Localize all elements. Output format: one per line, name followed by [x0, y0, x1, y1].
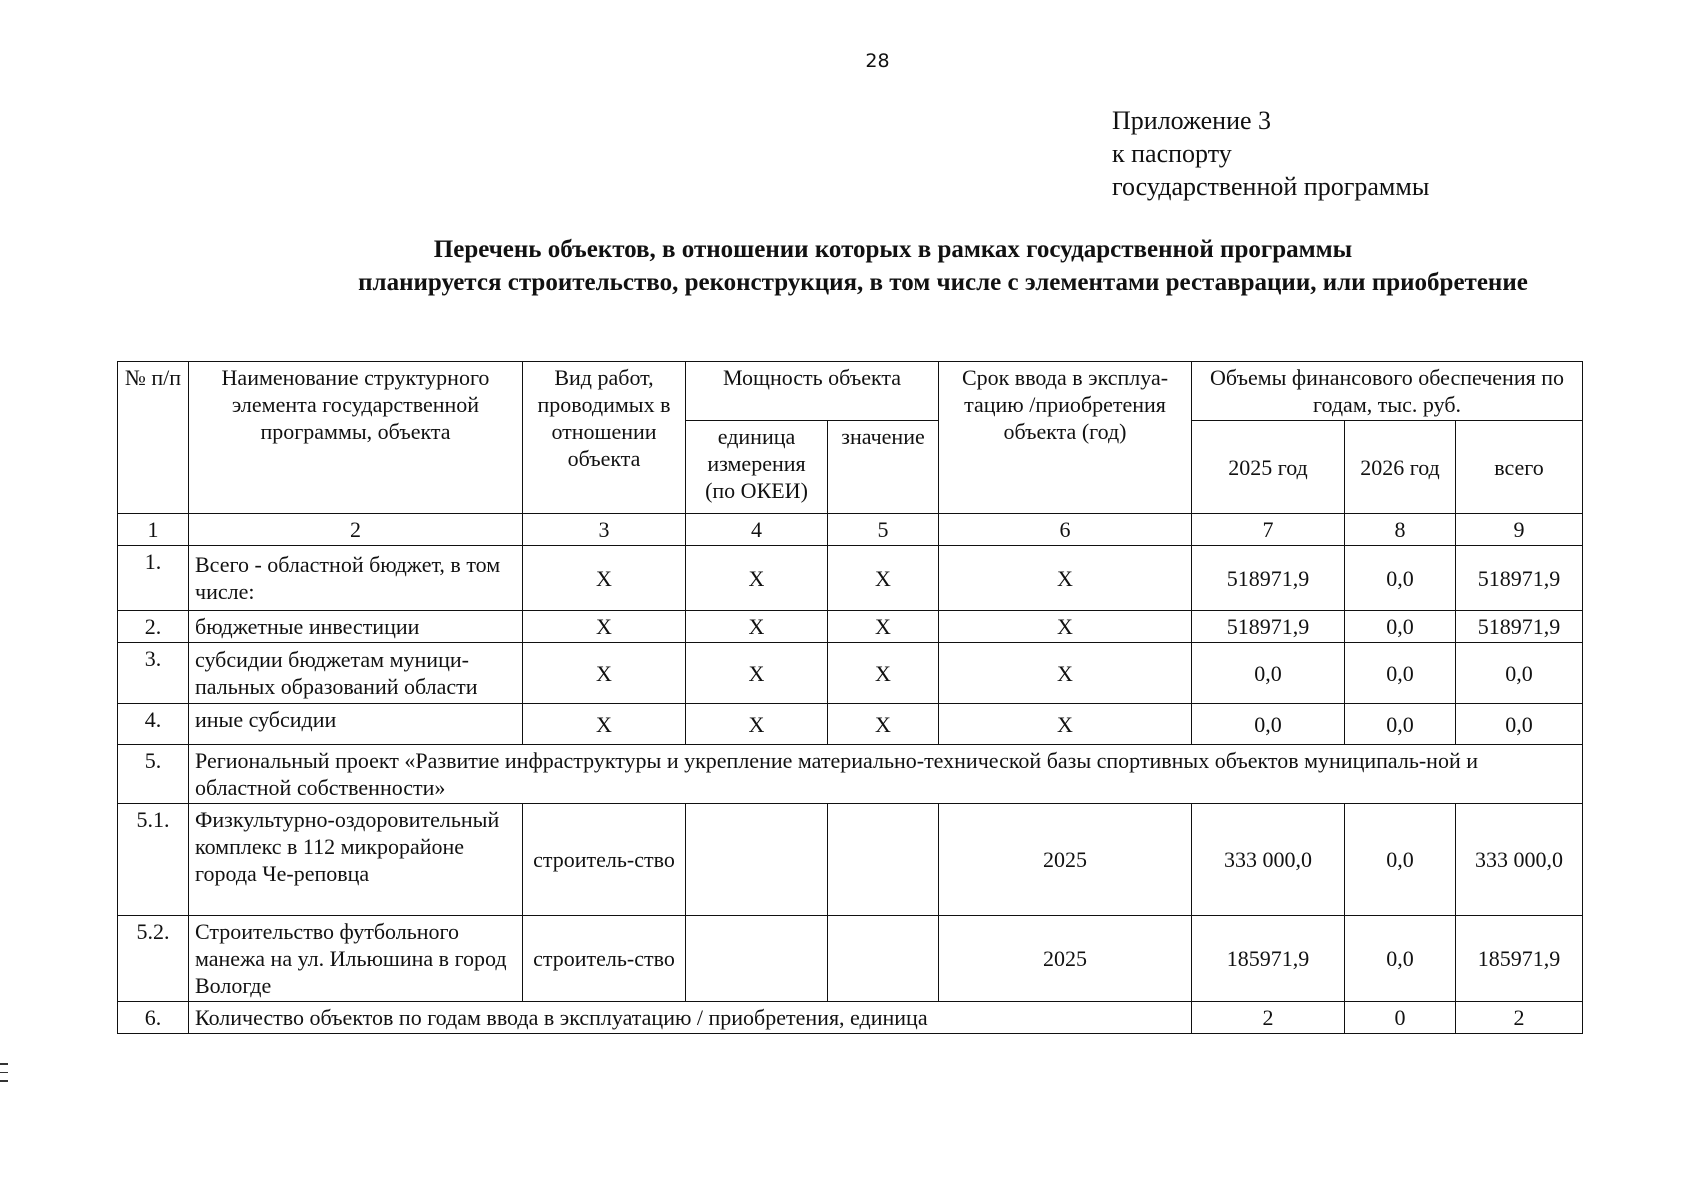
- row-name: Всего - областной бюджет, в том числе:: [189, 546, 523, 611]
- header-term: Срок ввода в эксплуа-тацию /приобретения объекта (год): [939, 362, 1192, 514]
- count-total: 2: [1456, 1002, 1583, 1034]
- row-num: 4.: [118, 704, 189, 745]
- object-work: строитель-ство: [523, 916, 686, 1002]
- row-2025: 518971,9: [1192, 611, 1345, 643]
- object-unit: [686, 804, 828, 916]
- row-value: X: [828, 611, 939, 643]
- row-work: X: [523, 611, 686, 643]
- row-unit: X: [686, 611, 828, 643]
- object-2025: 185971,9: [1192, 916, 1345, 1002]
- row-work: X: [523, 643, 686, 704]
- header-capacity: Мощность объекта: [686, 362, 939, 421]
- row-name: иные субсидии: [189, 704, 523, 745]
- row-2025: 518971,9: [1192, 546, 1345, 611]
- count-label: Количество объектов по годам ввода в эксплуатацию / приобретения, единица: [189, 1002, 1192, 1034]
- appendix-line-1: Приложение 3: [1112, 106, 1272, 135]
- object-value: [828, 804, 939, 916]
- row-unit: X: [686, 546, 828, 611]
- header-total: всего: [1456, 421, 1583, 514]
- project-row: [118, 745, 1583, 804]
- row-term: X: [939, 546, 1192, 611]
- object-row: [118, 916, 1583, 1002]
- row-2025: 0,0: [1192, 704, 1345, 745]
- object-num: 5.1.: [118, 804, 189, 916]
- col-number: 3: [523, 514, 686, 546]
- binding-marks: [0, 1063, 8, 1089]
- title-line-2: планируется строительство, реконструкция, в том числе с элементами реставрации, или приобретение: [358, 269, 1528, 296]
- row-2025: 0,0: [1192, 643, 1345, 704]
- title-line-1: Перечень объектов, в отношении которых в рамках государственной программы: [433, 236, 1353, 263]
- appendix-note: [1112, 104, 1429, 203]
- header-value: значение: [828, 421, 939, 514]
- row-value: X: [828, 546, 939, 611]
- row-unit: X: [686, 643, 828, 704]
- row-num: 1.: [118, 546, 189, 611]
- object-value: [828, 916, 939, 1002]
- row-num: 2.: [118, 611, 189, 643]
- row-term: X: [939, 643, 1192, 704]
- row-total: 0,0: [1456, 643, 1583, 704]
- document-title: [200, 233, 1586, 299]
- row-2026: 0,0: [1345, 643, 1456, 704]
- column-numbers-row: [118, 514, 1583, 546]
- object-total: 333 000,0: [1456, 804, 1583, 916]
- count-num: 6.: [118, 1002, 189, 1034]
- appendix-line-3: государственной программы: [1112, 172, 1430, 201]
- row-value: X: [828, 704, 939, 745]
- project-name: Региональный проект «Развитие инфраструктуры и укрепление материально-технической базы спортивных объектов муниципаль-ной и областной собственности»: [189, 745, 1583, 804]
- row-total: 518971,9: [1456, 546, 1583, 611]
- count-2025: 2: [1192, 1002, 1345, 1034]
- page-number: 28: [865, 50, 890, 72]
- row-term: X: [939, 704, 1192, 745]
- header-funding: Объемы финансового обеспечения по годам, тыс. руб.: [1192, 362, 1583, 421]
- object-2026: 0,0: [1345, 916, 1456, 1002]
- project-num: 5.: [118, 745, 189, 804]
- header-2026: 2026 год: [1345, 421, 1456, 514]
- object-term: 2025: [939, 804, 1192, 916]
- row-total: 518971,9: [1456, 611, 1583, 643]
- col-number: 2: [189, 514, 523, 546]
- row-work: X: [523, 546, 686, 611]
- col-number: 8: [1345, 514, 1456, 546]
- row-2026: 0,0: [1345, 611, 1456, 643]
- col-number: 4: [686, 514, 828, 546]
- col-number: 6: [939, 514, 1192, 546]
- header-unit: единица измерения (по ОКЕИ): [686, 421, 828, 514]
- object-unit: [686, 916, 828, 1002]
- object-work: строитель-ство: [523, 804, 686, 916]
- object-row: [118, 804, 1583, 916]
- header-num: № п/п: [118, 362, 189, 514]
- header-name: Наименование структурного элемента государственной программы, объекта: [189, 362, 523, 514]
- row-total: 0,0: [1456, 704, 1583, 745]
- object-2026: 0,0: [1345, 804, 1456, 916]
- object-name: Физкультурно-оздоровительный комплекс в 112 микрорайоне города Че-реповца: [189, 804, 523, 916]
- count-2026: 0: [1345, 1002, 1456, 1034]
- row-2026: 0,0: [1345, 546, 1456, 611]
- row-name: субсидии бюджетам муници-пальных образований области: [189, 643, 523, 704]
- table-row: [118, 643, 1583, 704]
- object-term: 2025: [939, 916, 1192, 1002]
- table-row: [118, 704, 1583, 745]
- row-term: X: [939, 611, 1192, 643]
- binding-mark: [0, 1080, 8, 1082]
- row-value: X: [828, 643, 939, 704]
- count-row: [118, 1002, 1583, 1034]
- table-row: [118, 611, 1583, 643]
- object-2025: 333 000,0: [1192, 804, 1345, 916]
- table-row: [118, 546, 1583, 611]
- row-2026: 0,0: [1345, 704, 1456, 745]
- appendix-line-2: к паспорту: [1112, 139, 1232, 168]
- row-unit: X: [686, 704, 828, 745]
- binding-mark: [0, 1072, 8, 1074]
- objects-table: [117, 361, 1583, 1034]
- binding-mark: [0, 1063, 8, 1065]
- col-number: 1: [118, 514, 189, 546]
- col-number: 7: [1192, 514, 1345, 546]
- col-number: 9: [1456, 514, 1583, 546]
- object-total: 185971,9: [1456, 916, 1583, 1002]
- row-name: бюджетные инвестиции: [189, 611, 523, 643]
- object-num: 5.2.: [118, 916, 189, 1002]
- col-number: 5: [828, 514, 939, 546]
- row-num: 3.: [118, 643, 189, 704]
- header-work-type: Вид работ, проводимых в отношении объекта: [523, 362, 686, 514]
- object-name: Строительство футбольного манежа на ул. Ильюшина в город Вологде: [189, 916, 523, 1002]
- header-2025: 2025 год: [1192, 421, 1345, 514]
- row-work: X: [523, 704, 686, 745]
